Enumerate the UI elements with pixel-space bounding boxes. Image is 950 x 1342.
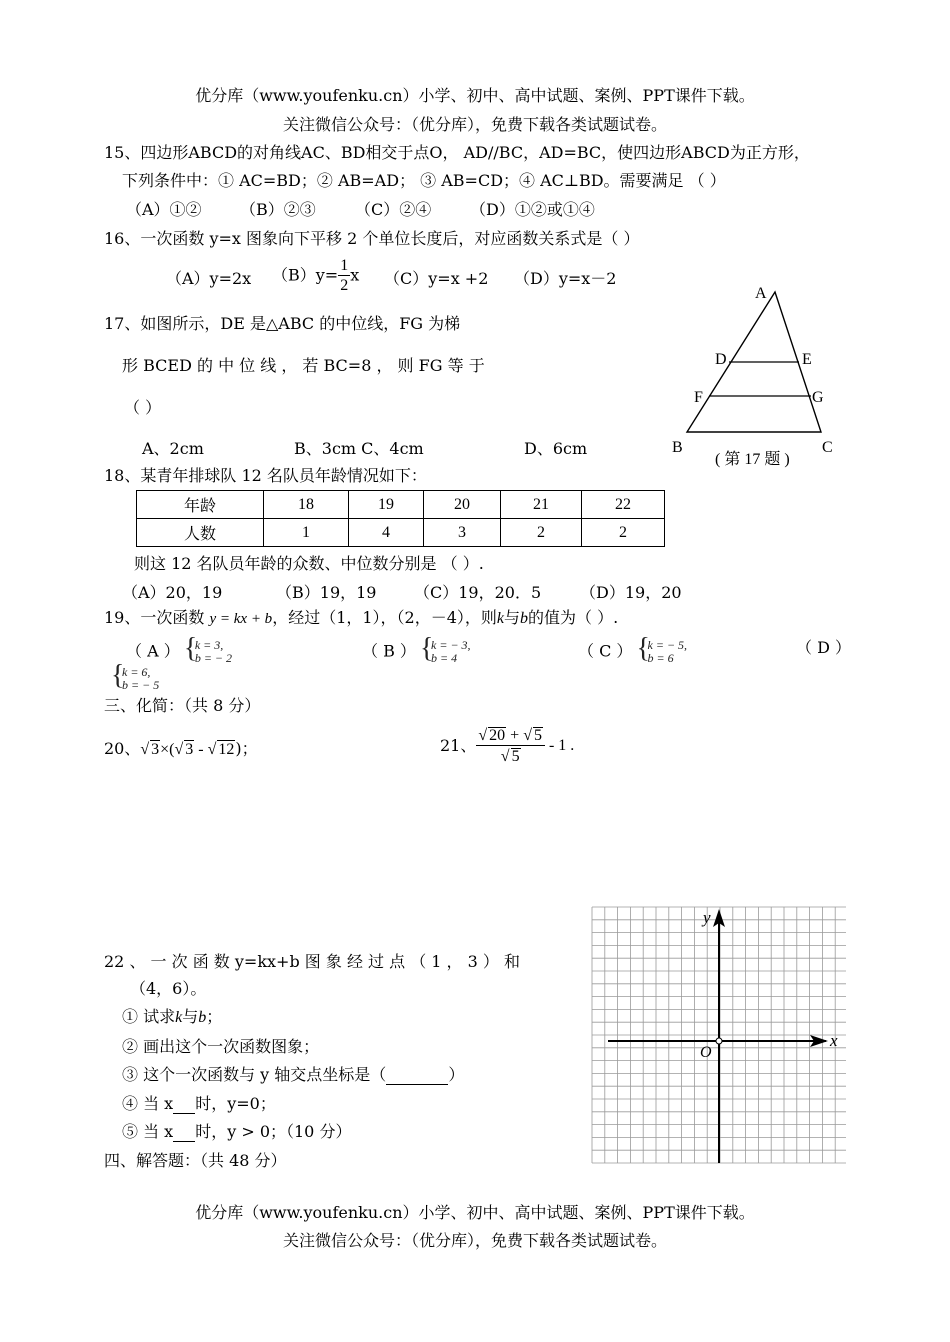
- q21-denominator: √ 5: [500, 748, 520, 765]
- footer-line-1: 优分库（www.youfenku.cn）小学、初中、高中试题、案例、PPT课件下载。: [195, 1203, 755, 1222]
- q22-item-5: [122, 1123, 351, 1142]
- q20-radicand-2: 3: [185, 741, 194, 758]
- table-cell: 19: [349, 491, 424, 519]
- table-row: [137, 519, 665, 547]
- system-line-2: b = − 2: [194, 651, 233, 666]
- q19-option-c-label: （ C ）: [578, 641, 633, 661]
- q22-item-1-prefix: ① 试求: [122, 1007, 176, 1026]
- q15-option-c: （C）②④: [355, 200, 432, 219]
- q15-option-b: （B）②③: [240, 200, 316, 219]
- q16-stem: 16、一次函数 y=x 图象向下平移 2 个单位长度后，对应函数关系式是（ ）: [104, 229, 640, 248]
- q17-option-a: A、2cm: [142, 439, 204, 458]
- q22-item-3: [122, 1066, 464, 1085]
- system-line-2: b = − 5: [122, 678, 160, 693]
- table-cell: 2: [582, 519, 665, 547]
- q19-k: k: [496, 610, 505, 627]
- q19-option-d: [112, 666, 159, 692]
- q19-option-a-label: （ A ）: [126, 641, 180, 661]
- q22-item-5-suffix: 时，y > 0；（10 分）: [195, 1122, 352, 1141]
- q17-stem-line-2: 形 BCED 的 中 位 线 ， 若 BC=8 ， 则 FG 等 于: [122, 356, 485, 375]
- q18-stem: 18、某青年排球队 12 名队员年龄情况如下：: [104, 466, 427, 485]
- q22-coordinate-grid[interactable]: [590, 905, 850, 1167]
- q16-option-a: （A）y=2x: [166, 269, 252, 288]
- figure-caption: ( 第 17 题 ): [715, 451, 790, 468]
- q16-option-b-suffix: x: [350, 265, 360, 285]
- system-line-1: k = − 3,: [431, 638, 471, 652]
- q17-option-b-c: B、3cm C、4cm: [294, 439, 424, 458]
- footer-line-2: 关注微信公众号：（优分库），免费下载各类试题试卷。: [282, 1231, 667, 1250]
- table-cell: 1: [264, 519, 349, 547]
- q21-tail: - 1 .: [544, 736, 575, 754]
- q22-item-3-blank[interactable]: [386, 1066, 448, 1085]
- q20-number: 20、: [104, 739, 141, 758]
- q22-item-1: [122, 1008, 222, 1027]
- label-c: C: [822, 439, 833, 456]
- q18-option-c: （C）19，20．5: [414, 583, 542, 602]
- q19-stem: [104, 609, 618, 628]
- section-3-title: 三、化简：（共 8 分）: [104, 696, 261, 715]
- q20-minus: -: [194, 741, 208, 758]
- table-cell: 2: [501, 519, 582, 547]
- table-cell: 人数: [137, 519, 264, 547]
- label-a: A: [755, 285, 767, 302]
- q15-option-a: （A）①②: [126, 200, 202, 219]
- q18-option-b: （B）19，19: [276, 583, 377, 602]
- q22-item-4-prefix: ④ 当 x: [122, 1094, 174, 1113]
- q19-option-a: [126, 639, 232, 665]
- q21-fraction: [476, 727, 545, 765]
- label-e: E: [802, 351, 812, 368]
- q22-item-5-prefix: ⑤ 当 x: [122, 1122, 174, 1141]
- q17-triangle-figure: [665, 280, 845, 475]
- q22-item-3-suffix: ）: [448, 1065, 465, 1084]
- header-line-1: 优分库（www.youfenku.cn）小学、初中、高中试题、案例、PPT课件下载。: [195, 86, 755, 105]
- system-line-1: k = 3,: [194, 638, 224, 652]
- q19-option-d-system: [112, 666, 159, 692]
- q16-option-b-prefix: （B）y=: [272, 265, 339, 285]
- q20-radicand-3: 12: [218, 741, 235, 758]
- x-axis-label: x: [830, 1031, 838, 1050]
- q20-times: ×(: [160, 741, 175, 758]
- q20-expression: 20、√ 3×(√ 3 - √ 12)；: [104, 739, 258, 758]
- q19-and: 与: [504, 608, 521, 627]
- q22-item-1-b: b: [198, 1009, 207, 1026]
- q19-option-b-system: [421, 639, 471, 665]
- q22-stem-line-1: 22 、 一 次 函 数 y=kx+b 图 象 经 过 点 （ 1 ， 3 ） 和: [104, 952, 520, 971]
- section-4-title: 四、解答题：（共 48 分）: [104, 1151, 287, 1170]
- q22-item-2: ② 画出这个一次函数图象；: [122, 1037, 320, 1056]
- q20-close: )；: [235, 739, 258, 758]
- system-line-2: b = 4: [431, 651, 458, 666]
- label-d: D: [715, 351, 727, 368]
- fraction-denominator: 2: [340, 277, 349, 294]
- table-cell: 年龄: [137, 491, 264, 519]
- header-line-2: 关注微信公众号：（优分库），免费下载各类试题试卷。: [282, 115, 667, 134]
- system-line-1: k = 6,: [122, 665, 151, 679]
- q19-option-c-system: [638, 639, 688, 665]
- q21-number: 21、: [440, 735, 477, 755]
- q17-stem-line-1: 17、如图所示，DE 是△ABC 的中位线，FG 为梯: [104, 314, 461, 333]
- q22-item-4-blank[interactable]: [173, 1095, 195, 1114]
- table-cell: 20: [424, 491, 501, 519]
- q19-option-b-label: （ B ）: [362, 641, 416, 661]
- q22-item-1-and: 与: [182, 1007, 199, 1026]
- q15-option-d: （D）①②或①④: [470, 200, 595, 219]
- q18-age-table: [136, 490, 665, 547]
- q17-answer-paren: （ ）: [124, 398, 162, 417]
- q22-item-4: [122, 1095, 276, 1114]
- q18-question: 则这 12 名队员年龄的众数、中位数分别是 （ ）.: [134, 554, 484, 573]
- table-cell: 4: [349, 519, 424, 547]
- table-cell: 18: [264, 491, 349, 519]
- q22-item-1-k: k: [175, 1009, 183, 1026]
- fraction-numerator: 1: [340, 257, 349, 274]
- q21-plus: +: [506, 727, 524, 744]
- q19-middle: ，经过（1，1），（2，－4），则: [272, 608, 497, 627]
- q20-radicand-1: 3: [151, 741, 160, 758]
- q19-option-a-system: [185, 639, 232, 665]
- q19-option-c: [578, 639, 687, 665]
- table-cell: 22: [582, 491, 665, 519]
- q16-option-d: （D）y=x－2: [514, 269, 617, 288]
- origin-label: O: [700, 1044, 712, 1061]
- table-cell: 3: [424, 519, 501, 547]
- origin-point: [716, 1038, 722, 1044]
- q16-option-b-fraction: [338, 258, 350, 294]
- q19-option-b: [362, 639, 471, 665]
- q21-radicand-b: 5: [533, 727, 542, 744]
- system-line-2: b = 6: [647, 651, 674, 666]
- label-g: G: [812, 389, 824, 406]
- table-cell: 21: [501, 491, 582, 519]
- q21-expression: [440, 727, 574, 765]
- system-line-1: k = − 5,: [647, 638, 688, 652]
- q17-option-d: D、6cm: [524, 439, 588, 458]
- q21-radicand-den: 5: [511, 748, 520, 765]
- y-axis-label: y: [703, 908, 711, 927]
- q19-option-d-label: （ D ）: [796, 638, 852, 657]
- q19-suffix: 的值为（ ）.: [528, 608, 619, 627]
- label-f: F: [694, 389, 703, 406]
- q19-function: y = kx + b: [209, 611, 273, 627]
- q16-option-b: [272, 258, 359, 294]
- q22-item-4-suffix: 时，y=0；: [195, 1094, 276, 1113]
- q22-item-3-prefix: ③ 这个一次函数与 y 轴交点坐标是（: [122, 1065, 387, 1084]
- q15-stem-line-2: 下列条件中：① AC=BD；② AB=AD； ③ AB=CD；④ AC⊥BD。需要满足 （ ）: [122, 171, 726, 190]
- q18-option-d: （D）19，20: [580, 583, 682, 602]
- label-b: B: [672, 439, 683, 456]
- q22-stem-line-2: （4，6）。: [130, 979, 207, 998]
- q21-radicand-a: 20: [489, 727, 506, 744]
- q21-numerator: √ 20 + √ 5: [476, 727, 545, 746]
- q19-prefix: 19、一次函数: [104, 608, 205, 627]
- q18-option-a: （A）20，19: [122, 583, 223, 602]
- q22-item-5-blank[interactable]: [173, 1123, 195, 1142]
- q16-option-c: （C）y=x +2: [384, 269, 489, 288]
- q19-b: b: [520, 610, 529, 627]
- q15-stem-line-1: 15、四边形ABCD的对角线AC、BD相交于点O， AD//BC，AD=BC，使四边形ABCD为正方形，: [104, 143, 810, 162]
- table-row: [137, 491, 665, 519]
- q22-item-1-suffix: ；: [206, 1007, 223, 1026]
